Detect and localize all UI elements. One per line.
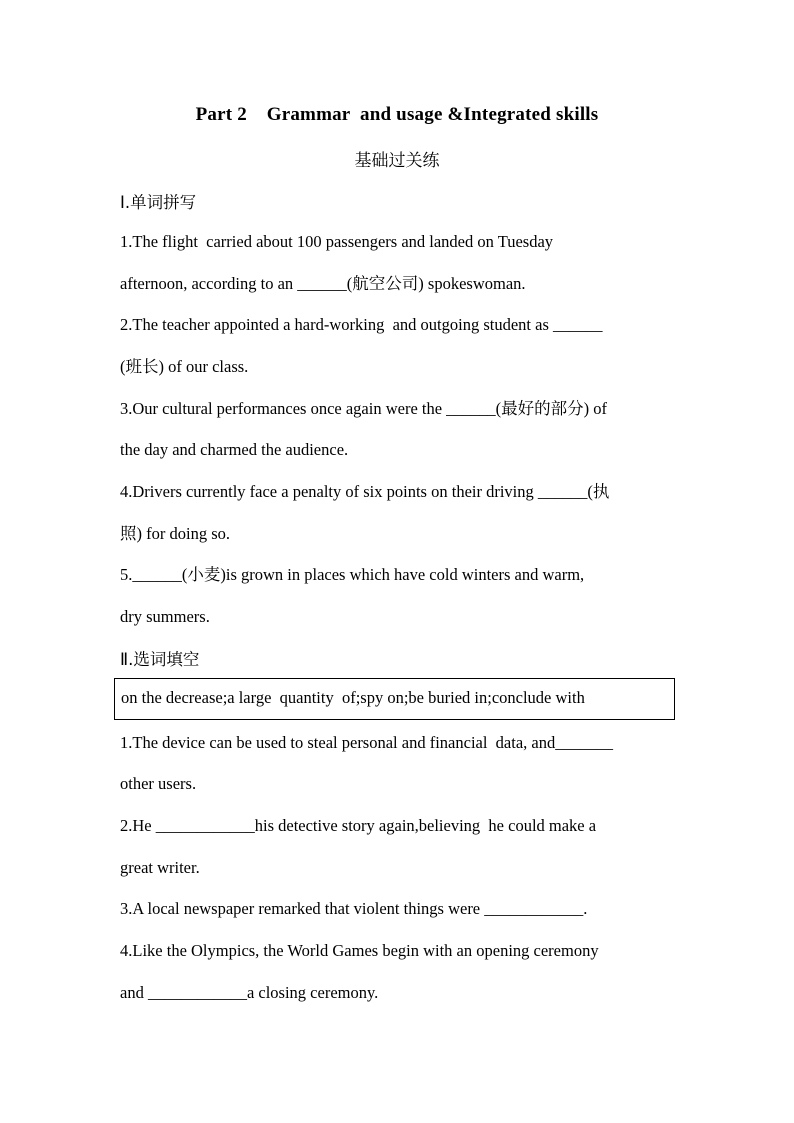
exercise-line: 4.Drivers currently face a penalty of six points on their driving ______(执 (120, 482, 610, 501)
exercise-line: and ____________a closing ceremony. (120, 983, 379, 1002)
exercise-line: 3.Our cultural performances once again were the ______(最好的部分) of (120, 399, 608, 418)
word-bank-text: on the decrease;a large quantity of;spy on;be buried in;conclude with (121, 688, 585, 707)
page-title: Part 2 Grammar and usage &Integrated skills (195, 104, 599, 125)
exercise-line: 照) for doing so. (120, 524, 230, 543)
exercise-line: dry summers. (120, 607, 210, 626)
exercise-line: other users. (120, 774, 197, 793)
exercise-line: 1.The device can be used to steal personal and financial data, and_______ (120, 733, 613, 752)
exercise-line: (班长) of our class. (120, 357, 249, 376)
exercise-line: 3.A local newspaper remarked that violent things were ____________. (120, 899, 588, 918)
exercise-line: the day and charmed the audience. (120, 440, 349, 459)
exercise-line: 1.The flight carried about 100 passengers and landed on Tuesday (120, 232, 554, 251)
word-bank-box (114, 678, 675, 720)
page-subtitle: 基础过关练 (354, 151, 440, 171)
exercise-line: afternoon, according to an ______(航空公司) spokeswoman. (120, 274, 526, 293)
exercise-line: 2.The teacher appointed a hard-working and outgoing student as ______ (120, 315, 603, 334)
section-heading-word-fill: Ⅱ.选词填空 (120, 650, 200, 669)
exercise-line: 4.Like the Olympics, the World Games begin with an opening ceremony (120, 941, 599, 960)
section-heading-spelling: Ⅰ.单词拼写 (120, 193, 197, 212)
exercise-line: 5.______(小麦)is grown in places which have cold winters and warm, (120, 565, 585, 584)
exercise-line: 2.He ____________his detective story again,believing he could make a (120, 816, 597, 835)
exercise-line: great writer. (120, 858, 200, 877)
